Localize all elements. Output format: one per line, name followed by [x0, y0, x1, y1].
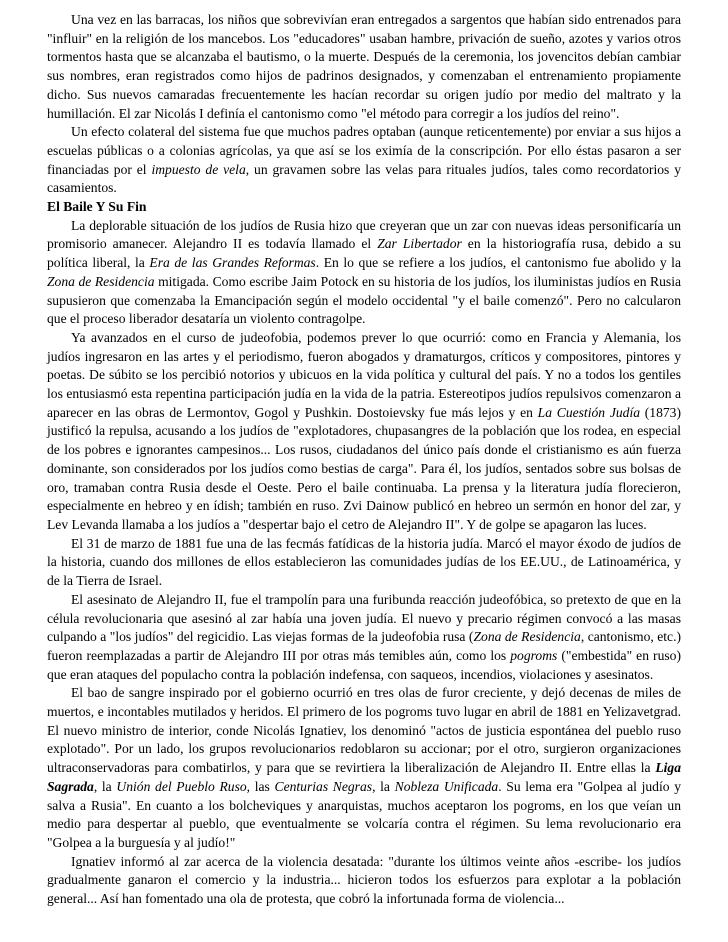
paragraph-alejandro-ii: La deplorable situación de los judíos de Rusia hizo que creyeran que un zar con nuevas ideas personificaría un promisorio amanecer. Alejandro II es todavía llamado el Zar Libertador en la historiografía rusa, debido a su política liberal, la Era de las Grandes Reformas. En lo que se refiere a los judíos, el cantonismo fue abolido y la Zona de Residencia mitigada. Como escribe Jaim Potock en su historia de los judíos, los iluministas judíos en Rusia supusieron que comenzaba la Emancipación según el modelo occidental "y el baile comenzó". Pero no calcularon que el proceso liberador desataría un violento contragolpe. [47, 217, 682, 327]
paragraph-asesinato: El asesinato de Alejandro II, fue el trampolín para una furibunda reacción judeofóbica, so pretexto de que en la célula revolucionaria que asesinó al zar había una joven judía. El nuevo y precario régimen convocó a las masas culpando a "los judíos" del regicidio. Las viejas formas de la judeofobia rusa (Zona de Residencia, cantonismo, etc.) fueron reemplazadas a partir de Alejandro III por otras más temibles aún, como los pogroms ("embestida" en ruso) que eran ataques del populacho contra la población indefensa, con saqueos, incendios, violaciones y asesinatos. [47, 591, 681, 682]
paragraph-cantonismo: Una vez en las barracas, los niños que sobrevivían eran entregados a sargentos que habían sido entrenados para "influir" en la religión de los mancebos. Los "educadores" usaban hambre, privación de sueño, azotes y varios otros tormentos hasta que se alcanzaba el bautismo, o la muerte. Después de la ceremonia, los jovencitos debían cambiar sus nombres, eran registrados como hijos de padrinos designados, y comenzaban el entrenamiento propiamente dicho. Sus nuevos camaradas frecuentemente les hacían recordar su origen judío por medio del maltrato y la humillación. El zar Nicolás I definía el cantonismo como "el método para corregir a los judíos del reino". [47, 12, 681, 121]
paragraph-ignatiev: Ignatiev informó al zar acerca de la violencia desatada: "durante los últimos veinte años -escribe- los judíos gradualmente ganaron el comercio y la industria... hicieron todos los esfuerzos para explotar a la población general... Así han fomentado una ola de protesta, que cobró la infortunada forma de violencia... [47, 853, 681, 907]
italic-term: Zona de Residencia [473, 629, 581, 645]
paragraph-31-de-marzo: El 31 de marzo de 1881 fue una de las fecmás fatídicas de la historia judía. Marcó el mayor éxodo de judíos de la historia, cuando dos millones de ellos establecieron las comunidades judías de los EE.UU., de Latinoamérica, y de la Tierra de Israel. [47, 535, 681, 589]
italic-term: impuesto de vela [151, 161, 246, 177]
italic-term: Zona de Residencia [47, 273, 155, 289]
italic-term: pogroms [510, 647, 558, 663]
paragraph-efecto-colateral: Un efecto colateral del sistema fue que muchos padres optaban (aunque reticentemente) por enviar a sus hijos a escuelas públicas o a colonias agrícolas, ya que así se los eximía de la conscripción. Por ello éstas pasaron a ser financiadas por el impuesto de vela, un gravamen sobre las velas para rituales judíos, tales como recordatorios y casamientos. [47, 124, 681, 196]
italic-term: Centurias Negras [274, 778, 373, 794]
italic-term: Unión del Pueblo Ruso [116, 778, 247, 794]
italic-term: Era de las Grandes Reformas [149, 255, 316, 271]
paragraph-judeofobia: Ya avanzados en el curso de judeofobia, podemos prever lo que ocurrió: como en Francia y Alemania, los judíos ingresaron en las artes y el periodismo, fueron abogados y dramaturgos, críticos y compositores, pintores y poetas. De súbito se los percibió notorios y ubicuos en la vida política y cultural del país. Y no a todos los gentiles los entusiasmó esta repentina participación judía en la vida de la patria. Estereotipos judíos repulsivos comenzaron a aparecer en las obras de Lermontov, Gogol y Pushkin. Dostoievsky fue más lejos y en La Cuestión Judía (1873) justificó la repulsa, acusando a los judíos de "explotadores, chupasangres de la población que los rodea, en especial de los pobres e ignorantes campesinos... Los rusos, ciudadanos del único país donde el cristianismo es aún fuerza dominante, son considerados por los judíos como bestias de carga". Para él, los judíos, sentados sobre sus bolsas de oro, tramaban contra Rusia desde el Oeste. Pero el baile continuaba. La prensa y la literatura judía florecieron, especialmente en hebreo y en ídish; también en ruso. Zvi Dainow publicó en hebreo un sermón en honor del zar, y Lev Levanda llamaba a los judíos a "despertar bajo el cetro de Alejandro II". Y de golpe se apagaron las luces. [47, 329, 681, 532]
section-heading: El Baile Y Su Fin [47, 199, 147, 215]
italic-term: Zar Libertador [377, 236, 462, 252]
italic-term: La Cuestión Judía [537, 404, 641, 420]
italic-term: Nobleza Unificada [394, 778, 499, 794]
bold-italic-term: Liga Sagrada [47, 760, 681, 794]
paragraph-bao-de-sangre: El bao de sangre inspirado por el gobierno ocurrió en tres olas de furor creciente, y dejó decenas de miles de muertos, e incontables mutilados y heridos. El primero de los pogroms tuvo lugar en abril de 1881 en Yelizavetgrad. El nuevo ministro de interior, conde Nicolás Ignatiev, los denominó "actos de justicia espontánea del pueblo ruso explotado". Por un lado, los grupos revolucionarios redoblaron su accionar; por el otro, surgieron organizaciones ultraconservadoras para combatirlos, y para que se revirtiera la liberalización de Alejandro II. Entre ellas la Liga Sagrada, la Unión del Pueblo Ruso, las Centurias Negras, la Nobleza Unificada. Su lema era "Golpea al judío y salva a Rusia". En cuanto a los bolcheviques y anarquistas, muchos aceptaron los pogroms, en los que veían un medio para despertar al pueblo, que eventualmente se volcaría contra el régimen. Su lema revolucionario era "Golpea a la burguesía y al judío!" [47, 685, 681, 850]
